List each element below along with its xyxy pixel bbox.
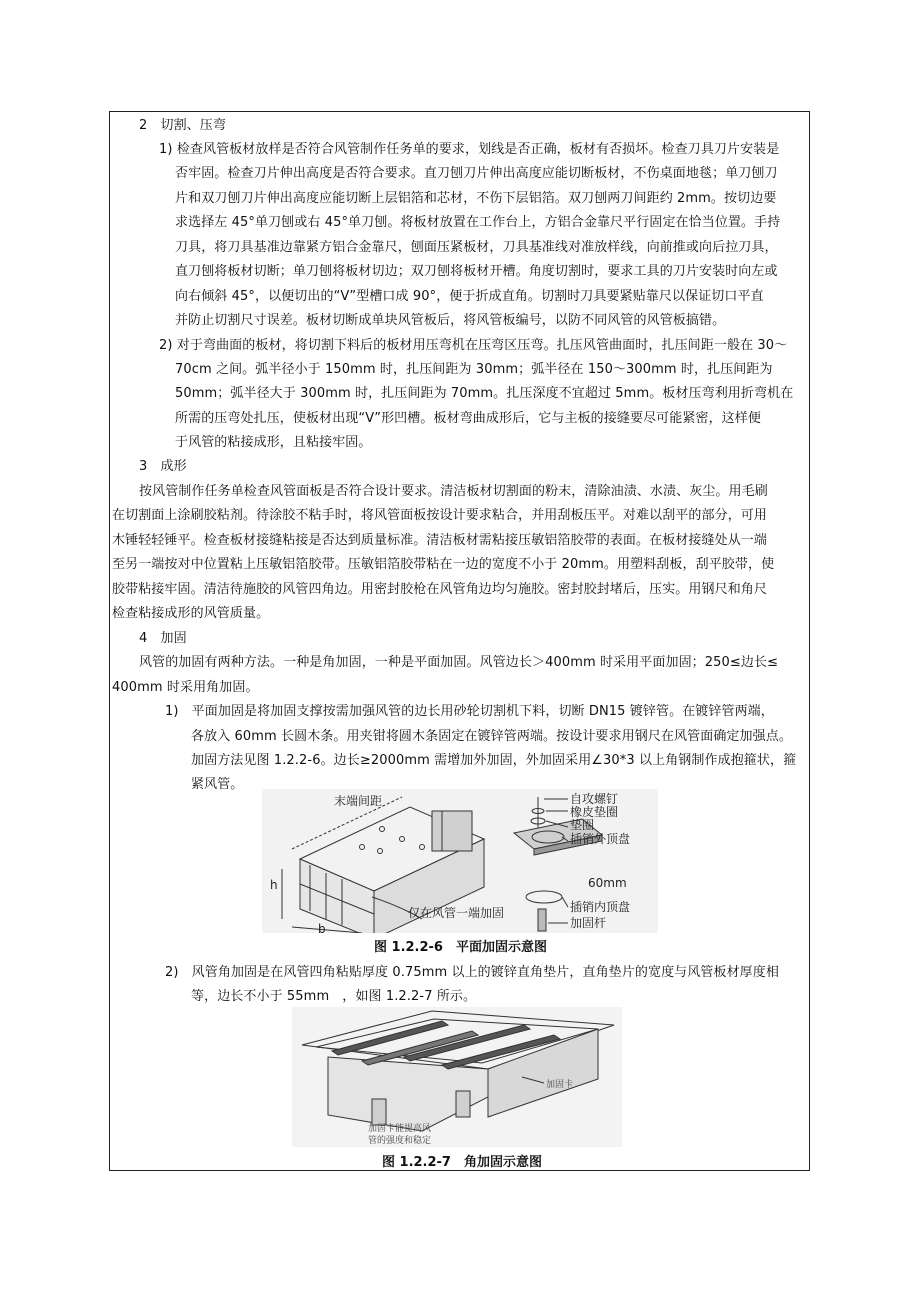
text-line: 400mm 时采用角加固。 bbox=[112, 680, 259, 695]
text-line: 1) 平面加固是将加固支撑按需加强风管的边长用砂轮切割机下料，切断 DN15 镀锌管。在镀锌管两端， bbox=[165, 704, 774, 719]
text-line: 刀具，将刀具基准边靠紧方铝合金靠尺，刨面压紧板材，刀具基准线对准放样线，向前推或向后拉刀具， bbox=[175, 240, 778, 255]
text-line: 2) 风管角加固是在风管四角粘贴厚度 0.75mm 以上的镀锌直角垫片，直角垫片的宽度与风管板材厚度相 bbox=[165, 965, 779, 980]
text-line: 所需的压弯处扎压，使板材出现“V”形凹槽。板材弯曲成形后，它与主板的接缝要尽可能紧密，这样便 bbox=[175, 411, 761, 426]
figure-corner-reinforcement bbox=[292, 1007, 622, 1147]
text-line: 紧风管。 bbox=[191, 777, 244, 792]
section-2-heading: 2 切割、压弯 bbox=[139, 118, 226, 133]
text-line: 向右倾斜 45°，以便切出的“V”型槽口成 90°，便于折成直角。切割时刀具要紧贴靠尺以保证切口平直 bbox=[175, 289, 764, 304]
text-line: 各放入 60mm 长圆木条。用夹钳将圆木条固定在镀锌管两端。按设计要求用钢尺在风管面确定加强点。 bbox=[191, 729, 792, 744]
label-end-spacing: 末端间距 bbox=[334, 794, 383, 808]
label-note-2: 管的强度和稳定 bbox=[368, 1136, 432, 1146]
text-line: 求选择左 45°单刀刨或右 45°单刀刨。将板材放置在工作台上，方铝合金靠尺平行固定在恰当位置。手持 bbox=[175, 215, 781, 230]
label-corner: 加固卡 bbox=[546, 1080, 574, 1090]
label-one-end: 仅在风管一端加固 bbox=[408, 906, 505, 920]
text-line: 检查粘接成形的风管质量。 bbox=[112, 606, 270, 621]
label-size: 60mm bbox=[588, 876, 627, 890]
figure-caption-1-2-2-7: 图 1.2.2-7 角加固示意图 bbox=[382, 1155, 542, 1170]
text-line: 等，边长不小于 55mm ，如图 1.2.2-7 所示。 bbox=[191, 989, 477, 1004]
text-line: 70cm 之间。弧半径小于 150mm 时，扎压间距为 30mm；弧半径在 150～300mm 时，扎压间距为 bbox=[175, 362, 773, 377]
text-line: 按风管制作任务单检查风管面板是否符合设计要求。清洁板材切割面的粉末，清除油渍、水渍、灰尘。用毛刷 bbox=[139, 484, 768, 499]
label-rubber: 橡皮垫圈 bbox=[570, 805, 619, 819]
text-line: 风管的加固有两种方法。一种是角加固，一种是平面加固。风管边长＞400mm 时采用平面加固；250≤边长≤ bbox=[139, 655, 779, 670]
text-line: 否牢固。检查刀片伸出高度是否符合要求。直刀刨刀片伸出高度应能切断板材，不伤桌面地毯；单刀刨刀 bbox=[175, 166, 778, 181]
text-line: 2) 对于弯曲面的板材，将切割下料后的板材用压弯机在压弯区压弯。扎压风管曲面时，扎压间距一般在 30～ bbox=[159, 338, 788, 353]
text-line: 直刀刨将板材切断；单刀刨将板材切边；双刀刨将板材开槽。角度切割时，要求工具的刀片安装时向左或 bbox=[175, 264, 778, 279]
text-line: 在切割面上涂刷胶粘剂。待涂胶不粘手时，将风管面板按设计要求粘合，并用刮板压平。对难以刮平的部分，可用 bbox=[112, 508, 768, 523]
text-line: 加固方法见图 1.2.2-6。边长≥2000mm 需增加外加固，外加固采用∠30*3 以上角钢制作成抱箍状，箍 bbox=[191, 753, 797, 768]
text-line: 至另一端按对中位置粘上压敏铝箔胶带。压敏铝箔胶带粘在一边的宽度不小于 20mm。用塑料刮板，刮平胶带，使 bbox=[112, 557, 775, 572]
section-4-heading: 4 加固 bbox=[139, 631, 187, 646]
figure-plane-reinforcement bbox=[262, 789, 658, 933]
label-h: h bbox=[270, 878, 278, 892]
text-line: 于风管的粘接成形，且粘接牢固。 bbox=[175, 435, 372, 450]
text-line: 50mm；弧半径大于 300mm 时，扎压间距为 70mm。扎压深度不宜超过 5mm。板材压弯利用折弯机在 bbox=[175, 386, 794, 401]
text-line: 并防止切割尺寸误差。板材切断成单块风管板后，将风管板编号，以防不同风管的风管板搞错。 bbox=[175, 313, 726, 328]
label-inner-plate: 插销内顶盘 bbox=[570, 900, 631, 914]
label-note-1: 加固卡能提高风 bbox=[368, 1124, 432, 1134]
label-rod: 加固杆 bbox=[570, 916, 607, 930]
label-outer-plate: 插销外顶盘 bbox=[570, 832, 631, 846]
section-3-heading: 3 成形 bbox=[139, 459, 187, 474]
text-line: 1) 检查风管板材放样是否符合风管制作任务单的要求，划线是否正确，板材有否损坏。检查刀具刀片安装是 bbox=[159, 142, 780, 157]
figure-caption-1-2-2-6: 图 1.2.2-6 平面加固示意图 bbox=[374, 940, 547, 955]
text-line: 片和双刀刨刀片伸出高度应能切断上层铝箔和芯材，不伤下层铝箔。双刀刨两刀间距约 2mm。按切边要 bbox=[175, 191, 777, 206]
label-washer: 垫圈 bbox=[570, 818, 595, 832]
text-line: 胶带粘接牢固。清洁待施胶的风管四角边。用密封胶枪在风管角边均匀施胶。密封胶封堵后，压实。用钢尺和角尺 bbox=[112, 582, 768, 597]
label-screw: 自攻螺钉 bbox=[570, 792, 619, 806]
label-b: b bbox=[318, 922, 326, 933]
text-line: 木锤轻轻锤平。检查板材接缝粘接是否达到质量标准。清洁板材需粘接压敏铝箔胶带的表面。在板材接缝处从一端 bbox=[112, 533, 768, 548]
